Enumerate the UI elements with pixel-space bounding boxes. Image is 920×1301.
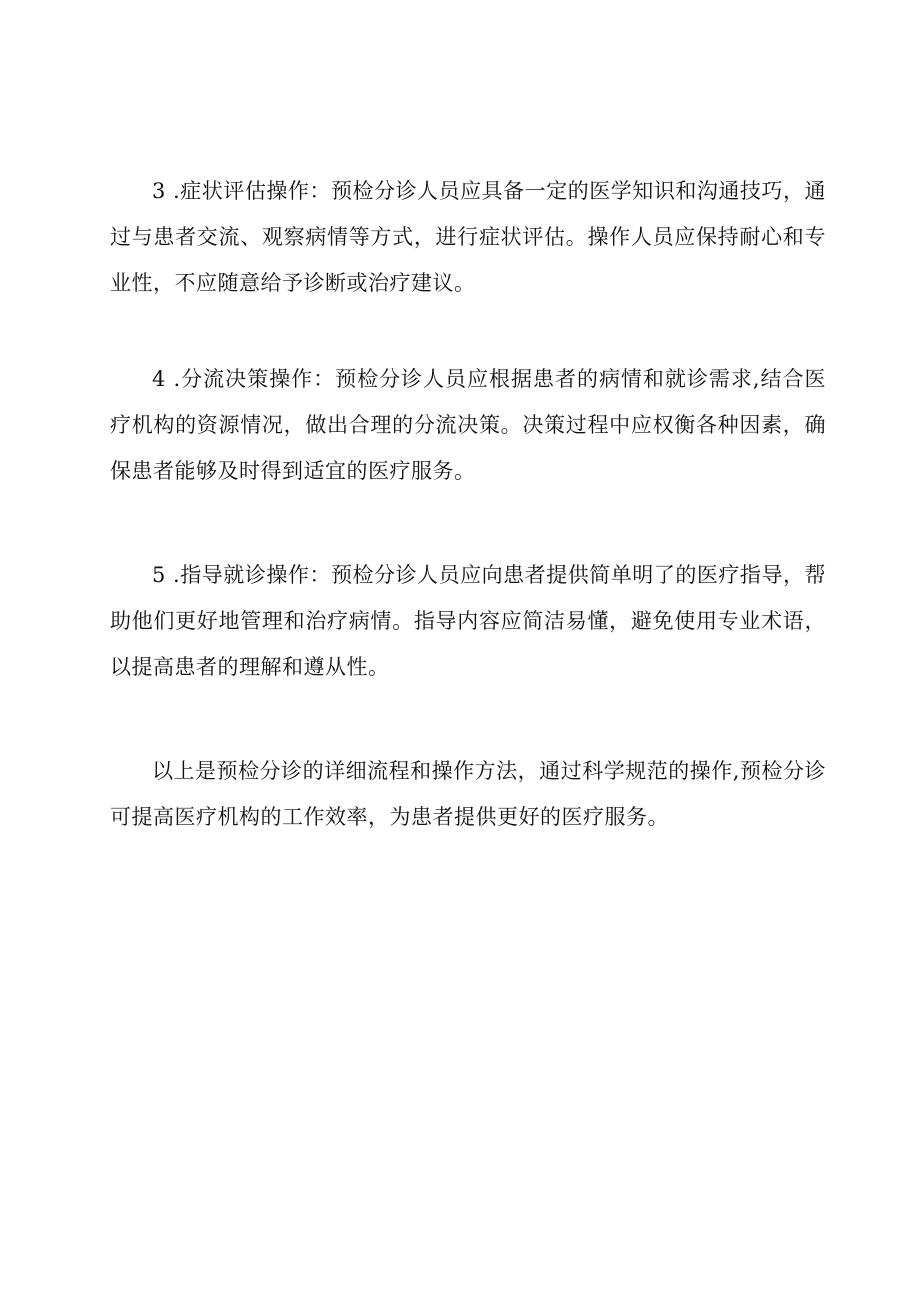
- paragraph-symptom-assessment: 3 .症状评估操作：预检分诊人员应具备一定的医学知识和沟通技巧，通过与患者交流、观察病情等方式，进行症状评估。操作人员应保持耐心和专业性，不应随意给予诊断或治疗建议。: [110, 179, 826, 295]
- paragraph-triage-decision: 4 .分流决策操作：预检分诊人员应根据患者的病情和就诊需求,结合医疗机构的资源情况，做出合理的分流决策。决策过程中应权衡各种因素，确保患者能够及时得到适宜的医疗服务。: [110, 367, 826, 483]
- paragraph-visit-guidance: 5 .指导就诊操作：预检分诊人员应向患者提供简单明了的医疗指导，帮助他们更好地管理和治疗病情。指导内容应简洁易懂，避免使用专业术语，以提高患者的理解和遵从性。: [110, 563, 826, 679]
- paragraph-summary: 以上是预检分诊的详细流程和操作方法，通过科学规范的操作,预检分诊可提高医疗机构的工作效率，为患者提供更好的医疗服务。: [110, 759, 826, 829]
